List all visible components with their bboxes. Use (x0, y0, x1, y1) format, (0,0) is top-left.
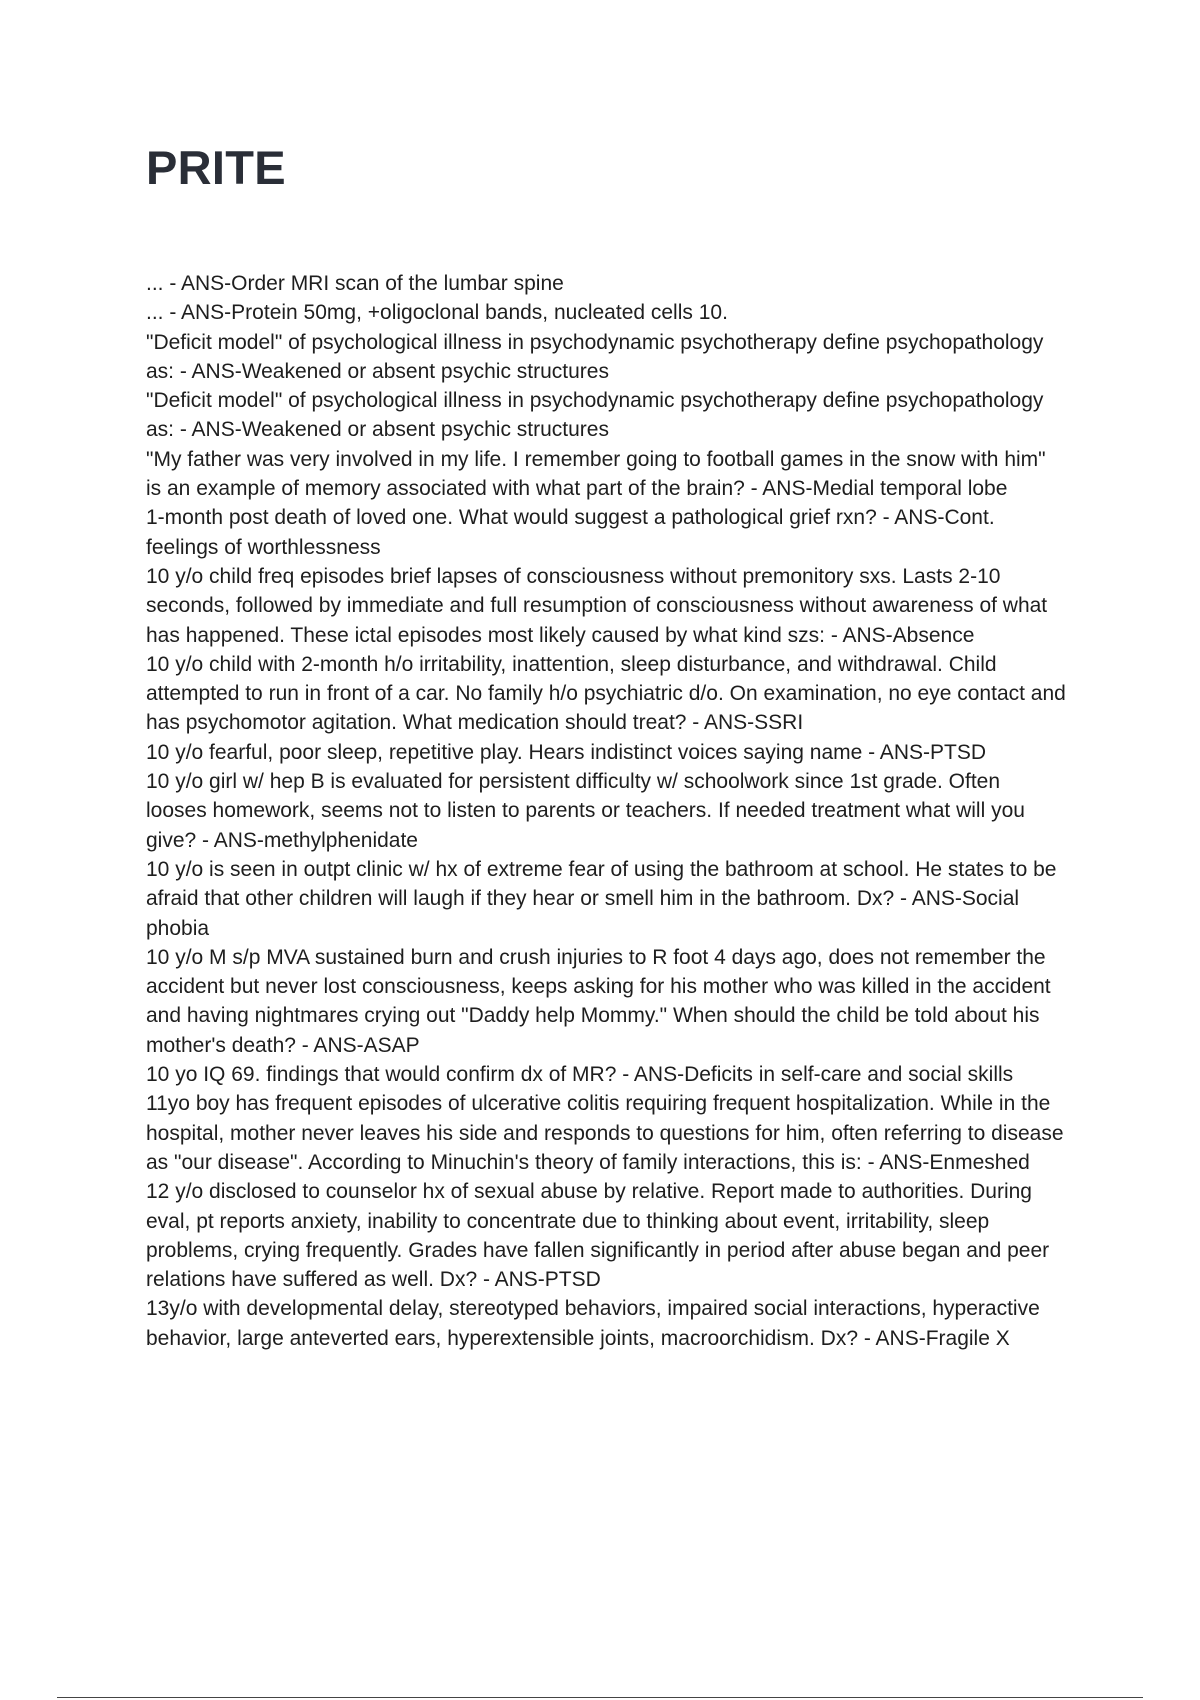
footer-divider (57, 1697, 1143, 1698)
qa-entry: 1-month post death of loved one. What would suggest a pathological grief rxn? - ANS-Cont. feelings of worthlessness (146, 506, 995, 559)
document-title: PRITE (146, 141, 286, 194)
qa-entry: 13y/o with developmental delay, stereotyped behaviors, impaired social interactions, hyperactive behavior, large anteverted ears, hyperextensible joints, macroorchidism. Dx? - ANS-Fragile X (146, 1297, 1040, 1350)
qa-entry: 10 y/o child freq episodes brief lapses of consciousness without premonitory sxs. Lasts 2-10 seconds, followed by immediate and full resumption of consciousness without awareness of what has happened. These ictal episodes most likely caused by what kind szs: - ANS-Absence (146, 564, 1048, 647)
qa-entry: 10 y/o fearful, poor sleep, repetitive play. Hears indistinct voices saying name - ANS-PTSD (146, 740, 986, 764)
qa-entry: ... - ANS-Order MRI scan of the lumbar spine (146, 272, 564, 295)
qa-entry: 10 y/o girl w/ hep B is evaluated for persistent difficulty w/ schoolwork since 1st grade. Often looses homework, seems not to listen to parents or teachers. If needed treatment what will you give? - ANS-methylphenidate (146, 770, 1025, 852)
qa-entry: ... - ANS-Protein 50mg, +oligoclonal bands, nucleated cells 10. (146, 301, 728, 325)
qa-entry: "Deficit model" of psychological illness in psychodynamic psychotherapy define psychopathology as: - ANS-Weakened or absent psychic structures (146, 389, 1044, 442)
qa-entry: "Deficit model" of psychological illness in psychodynamic psychotherapy define psychopathology as: - ANS-Weakened or absent psychic structures (146, 330, 1044, 383)
qa-entry: 12 y/o disclosed to counselor hx of sexual abuse by relative. Report made to authorities. During eval, pt reports anxiety, inability to concentrate due to thinking about event, irritability, sleep problems, crying frequently. Grades have fallen significantly in period after abuse began and peer relations have suffered as well. Dx? - ANS-PTSD (146, 1180, 1050, 1292)
qa-entry: 10 y/o is seen in outpt clinic w/ hx of extreme fear of using the bathroom at school. He states to be afraid that other children will laugh if they hear or smell him in the bathroom. Dx? - ANS-Social phobia (146, 857, 1057, 940)
qa-entry: "My father was very involved in my life. I remember going to football games in the snow with him" is an example of memory associated with what part of the brain? - ANS-Medial temporal lobe (146, 447, 1046, 501)
qa-entry: 10 y/o child with 2-month h/o irritability, inattention, sleep disturbance, and withdrawal. Child attempted to run in front of a car. No family h/o psychiatric d/o. On examination, no eye contact and has psychomotor agitation. What medication should treat? - ANS-SSRI (146, 652, 1066, 735)
qa-entry: 11yo boy has frequent episodes of ulcerative colitis requiring frequent hospitalization. While in the hospital, mother never leaves his side and responds to questions for him, often referring to disease as "our disease". According to Minuchin's theory of family interactions, this is: - ANS-Enmeshed (146, 1092, 1064, 1174)
qa-entry-list (146, 269, 1066, 1353)
qa-entry: 10 yo IQ 69. findings that would confirm dx of MR? - ANS-Deficits in self-care and social skills (146, 1063, 1014, 1087)
qa-entry: 10 y/o M s/p MVA sustained burn and crush injuries to R foot 4 days ago, does not remember the accident but never lost consciousness, keeps asking for his mother who was killed in the accident and having nightmares crying out "Daddy help Mommy." When should the child be told about his mother's death? - ANS-ASAP (146, 945, 1051, 1057)
